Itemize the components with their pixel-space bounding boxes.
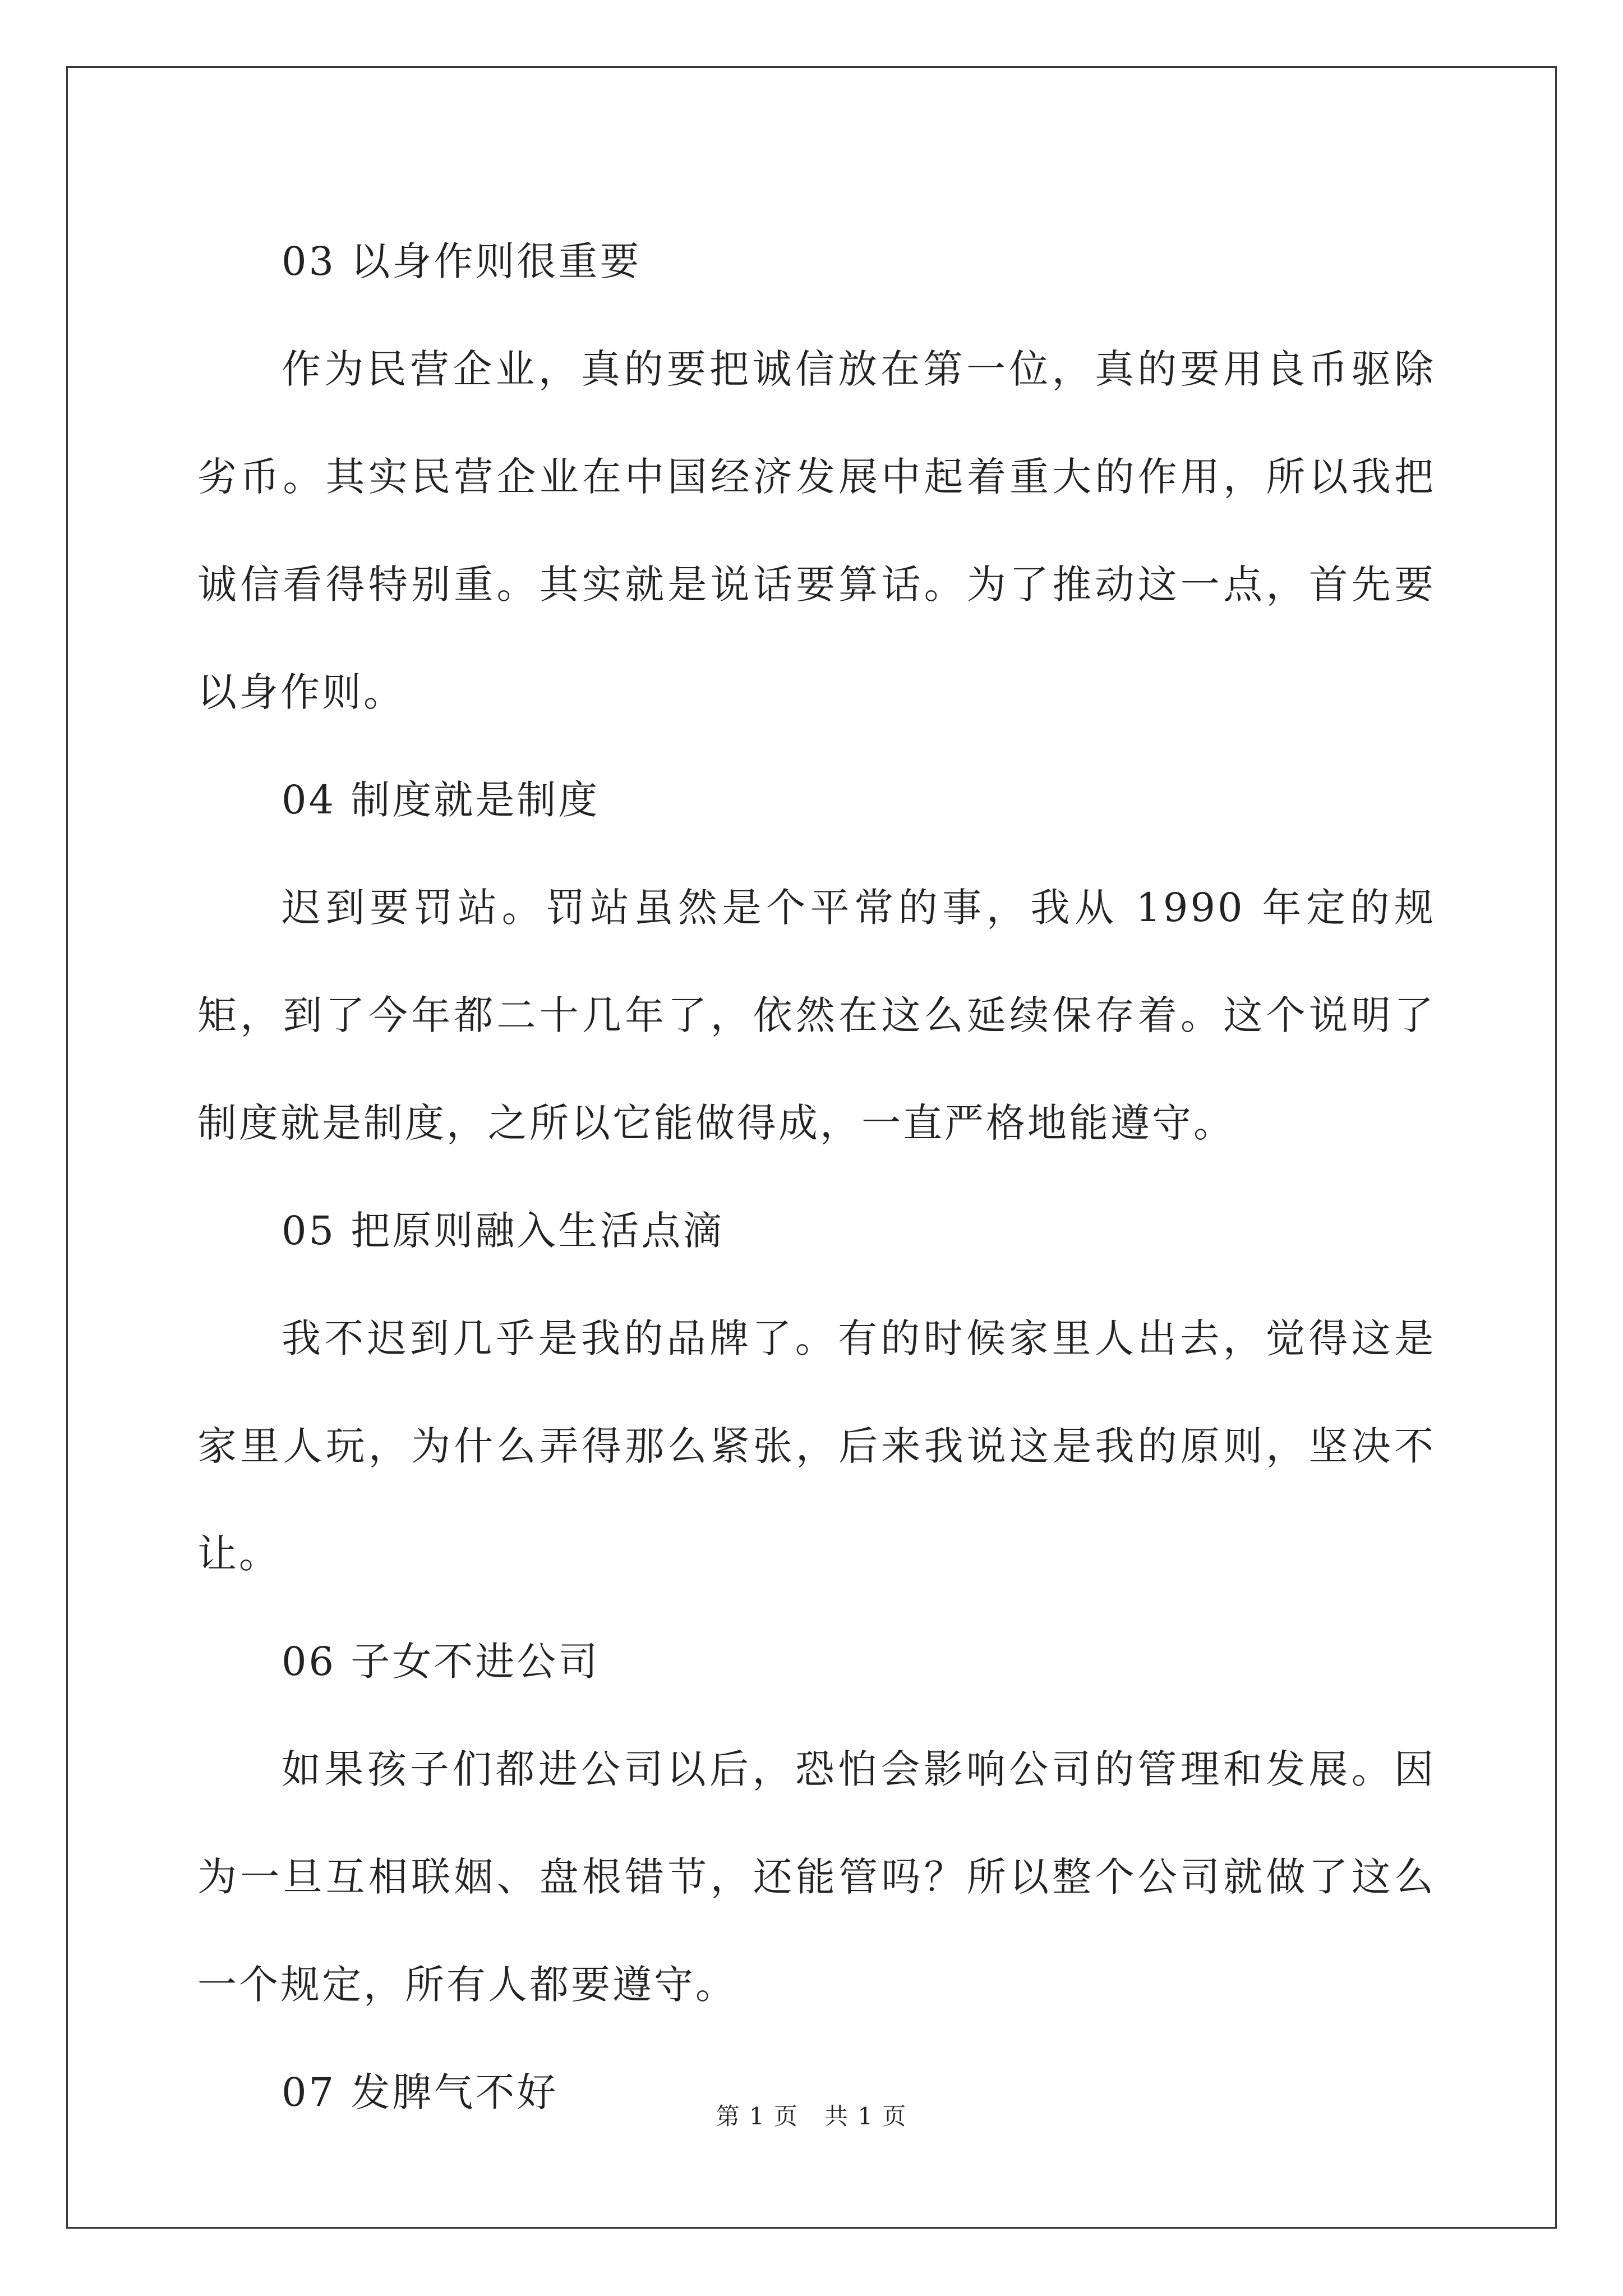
- section-paragraph-05: 我不迟到几乎是我的品牌了。有的时候家里人出去，觉得这是家里人玩，为什么弄得那么紧张，后来我说这是我的原则，坚决不让。: [197, 1315, 1436, 1577]
- section-paragraph-06: 如果孩子们都进公司以后，恐怕会影响公司的管理和发展。因为一旦互相联姻、盘根错节，还能管吗？所以整个公司就做了这么一个规定，所有人都要遵守。: [197, 1746, 1436, 2008]
- document-body: [197, 208, 1436, 2146]
- section-paragraph-03: 作为民营企业，真的要把诚信放在第一位，真的要用良币驱除劣币。其实民营企业在中国经济发展中起着重大的作用，所以我把诚信看得特别重。其实就是说话要算话。为了推动这一点，首先要以身作则。: [197, 346, 1436, 715]
- section-heading-04: 04 制度就是制度: [282, 777, 600, 823]
- page-number-total: 共 1 页: [824, 2102, 907, 2130]
- section-heading-06: 06 子女不进公司: [282, 1639, 600, 1685]
- section-heading-03: 03 以身作则很重要: [282, 238, 642, 284]
- section-paragraph-04: 迟到要罚站。罚站虽然是个平常的事，我从 1990 年定的规矩，到了今年都二十几年了，依然在这么延续保存着。这个说明了制度就是制度，之所以它能做得成，一直严格地能遵守。: [197, 885, 1436, 1146]
- section-heading-07: 07 发脾气不好: [282, 2069, 559, 2115]
- page-number-current: 第 1 页: [716, 2102, 799, 2130]
- page-footer: [0, 2098, 1623, 2132]
- section-heading-05: 05 把原则融入生活点滴: [282, 1208, 725, 1254]
